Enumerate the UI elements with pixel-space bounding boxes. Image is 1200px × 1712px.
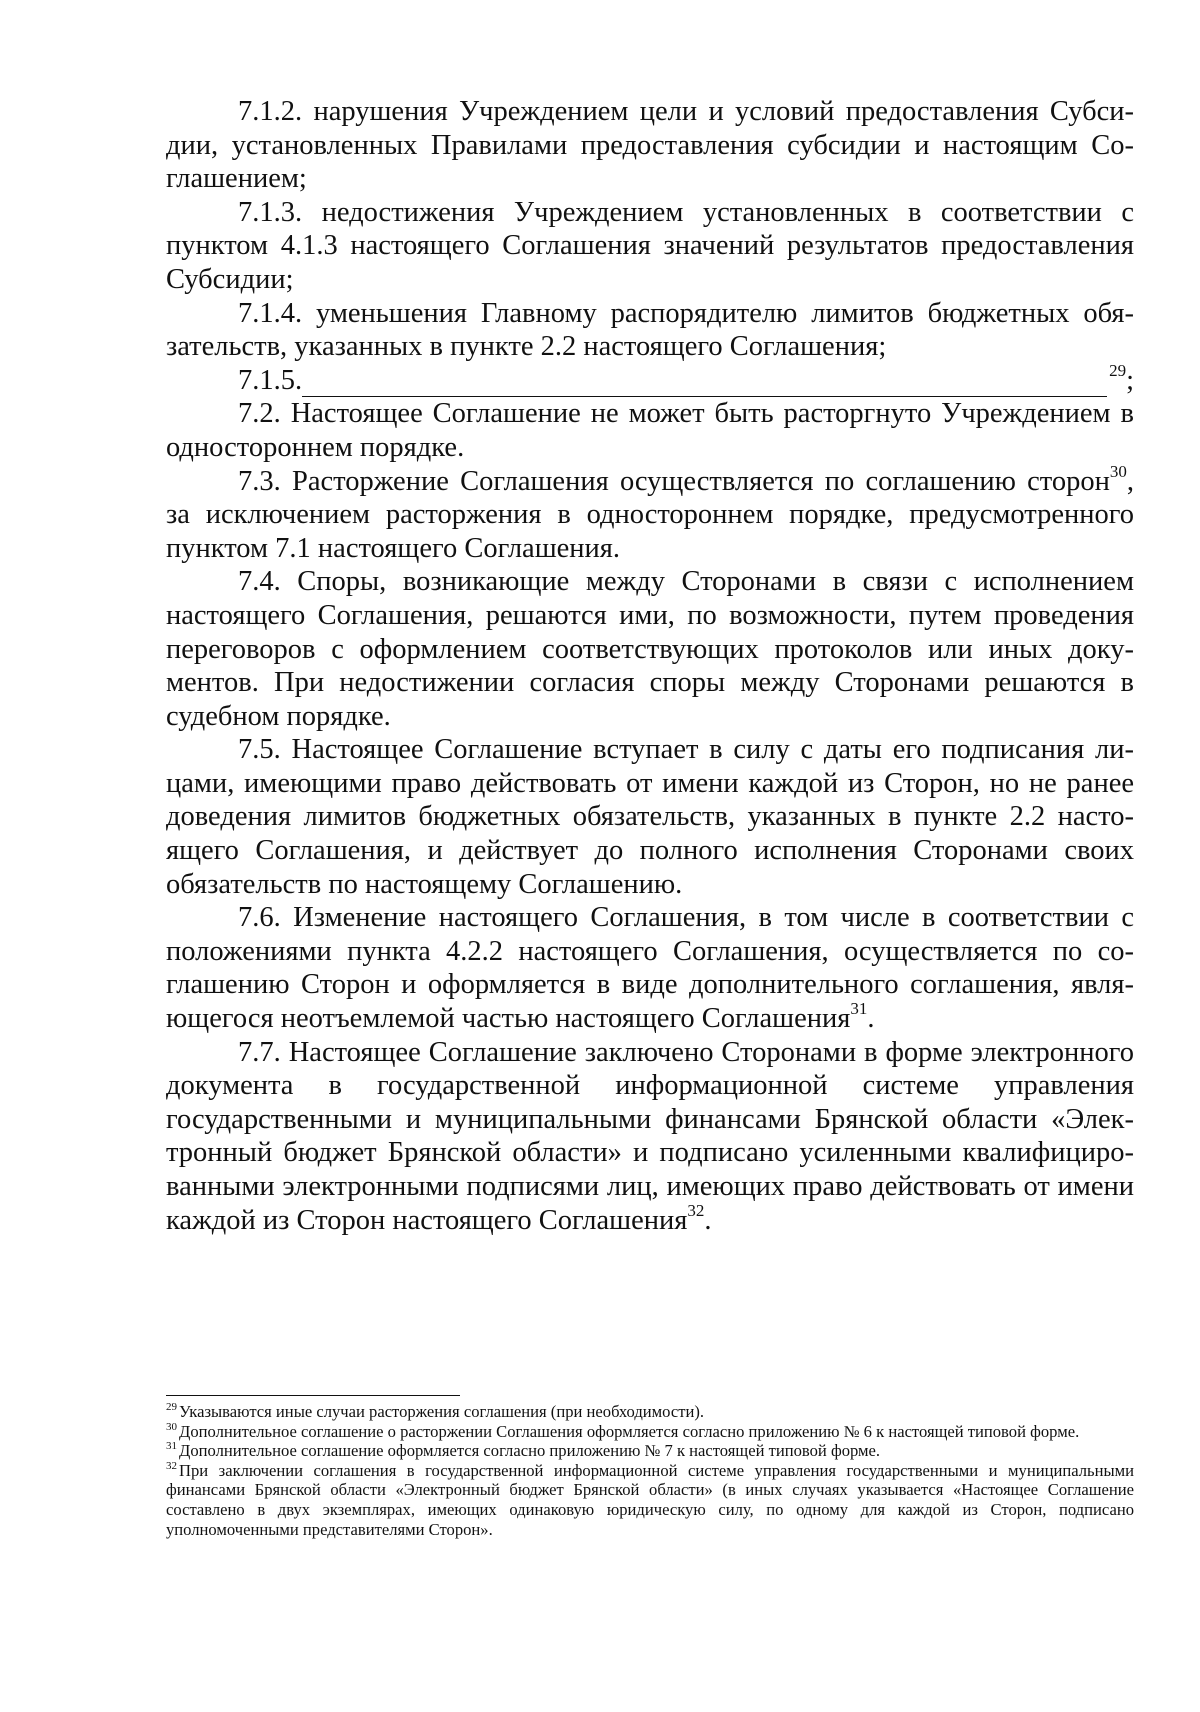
- footnote-ref-30: 30: [1109, 461, 1127, 481]
- clause-7-6-text-after: .: [867, 1003, 875, 1035]
- clause-7-7-text-after: .: [704, 1204, 712, 1236]
- footnote-30: [166, 1422, 1134, 1442]
- clause-7-6: [166, 901, 1134, 1035]
- clause-7-1-4: 7.1.4. уменьшения Главному распорядителю лимитов бюджетных обязательств, указанных в пункте 2.2 настоящего Соглашения;: [166, 297, 1134, 363]
- footnote-number: 30: [166, 1420, 177, 1433]
- footnote-number: 32: [166, 1459, 177, 1472]
- footnote-separator: [166, 1395, 460, 1396]
- clause-7-1-5-tail: [1109, 360, 1134, 398]
- footnote-text: Дополнительное соглашение о расторжении Соглашения оформляется согласно приложению № 6 к настоящей типовой форме.: [179, 1421, 1080, 1441]
- footnote-31: [166, 1441, 1134, 1461]
- clause-7-1-5-number: 7.1.5.: [238, 364, 303, 396]
- footnote-32: [166, 1461, 1134, 1539]
- fill-in-blank-line: [302, 370, 1107, 397]
- clause-7-3: [166, 461, 1134, 566]
- clause-7-6-text-before: 7.6. Изменение настоящего Соглашения, в том числе в соответствии с положениями пункта 4.2.2 настоящего Соглашения, осуществляется по соглашению Сторон и оформляется в виде дополнительного соглашения, являющегося неотъемлемой частью настоящего Соглашения: [166, 902, 1134, 1035]
- clause-7-5: 7.5. Настоящее Соглашение вступает в силу с даты его подписания лицами, имеющими право действовать от имени каждой из Сторон, но не ранее доведения лимитов бюджетных обязательств, указанных в пункте 2.2 настоящего Соглашения, и действует до полного исполнения Сторонами своих обязательств по настоящему Соглашению.: [166, 734, 1134, 900]
- footnote-number: 31: [166, 1440, 177, 1453]
- clause-7-7: [166, 1036, 1134, 1238]
- clause-7-4: 7.4. Споры, возникающие между Сторонами в связи с исполнением настоящего Соглашения, решаются ими, по возможности, путем проведения переговоров с оформлением соответствующих протоколов или иных документов. При недостижении согласия споры между Сторонами решаются в судебном порядке.: [166, 566, 1134, 732]
- clause-7-2: 7.2. Настоящее Соглашение не может быть расторгнуто Учреждением в одностороннем порядке.: [166, 398, 1134, 463]
- footnote-ref-31: 31: [850, 999, 868, 1019]
- clause-7-1-2: 7.1.2. нарушения Учреждением цели и условий предоставления Субсидии, установленных Правилами предоставления субсидии и настоящим Соглашением;: [166, 96, 1134, 195]
- footnote-29: [166, 1402, 1134, 1422]
- footnote-ref-32: 32: [687, 1200, 705, 1220]
- clause-7-3-text-after: , за исключением расторжения в одностороннем порядке, предусмотренного пунктом 7.1 настоящего Соглашения.: [166, 465, 1134, 564]
- footnote-ref-29: 29: [1109, 360, 1127, 380]
- clause-7-7-text-before: 7.7. Настоящее Соглашение заключено Сторонами в форме электронного документа в государственной информационной системе управления государственными и муниципальными финансами Брянской области «Электронный бюджет Брянской области» и подписано усиленными квалифицированными электронными подписями лиц, имеющих право действовать от имени каждой из Сторон настоящего Соглашения: [166, 1036, 1134, 1236]
- footnote-text: Дополнительное соглашение оформляется согласно приложению № 7 к настоящей типовой форме.: [179, 1441, 881, 1461]
- footnote-text: Указываются иные случаи расторжения соглашения (при необходимости).: [179, 1402, 705, 1421]
- footnotes: [166, 1402, 1134, 1539]
- clause-7-1-5: [166, 360, 1134, 398]
- footnote-text: При заключении соглашения в государственной информационной системе управления государственными и муниципальными финансами Брянской области «Электронный бюджет Брянской области» (в иных случаях указывается «Настоящее Соглашение составлено в двух экземплярах, имеющих одинаковую юридическую силу, по одному для каждой из Сторон, подписано уполномоченными представителями Сторон».: [166, 1460, 1134, 1539]
- footnote-number: 29: [166, 1401, 177, 1413]
- clause-7-1-3: 7.1.3. недостижения Учреждением установленных в соответствии с пунктом 4.1.3 настоящего Соглашения значений результатов предоставления Субсидии;: [166, 196, 1134, 295]
- clause-7-3-text-before: 7.3. Расторжение Соглашения осуществляется по соглашению сторон: [238, 465, 1110, 497]
- clause-7-1-5-semicolon: ;: [1126, 364, 1134, 396]
- document-body: [166, 95, 1134, 1237]
